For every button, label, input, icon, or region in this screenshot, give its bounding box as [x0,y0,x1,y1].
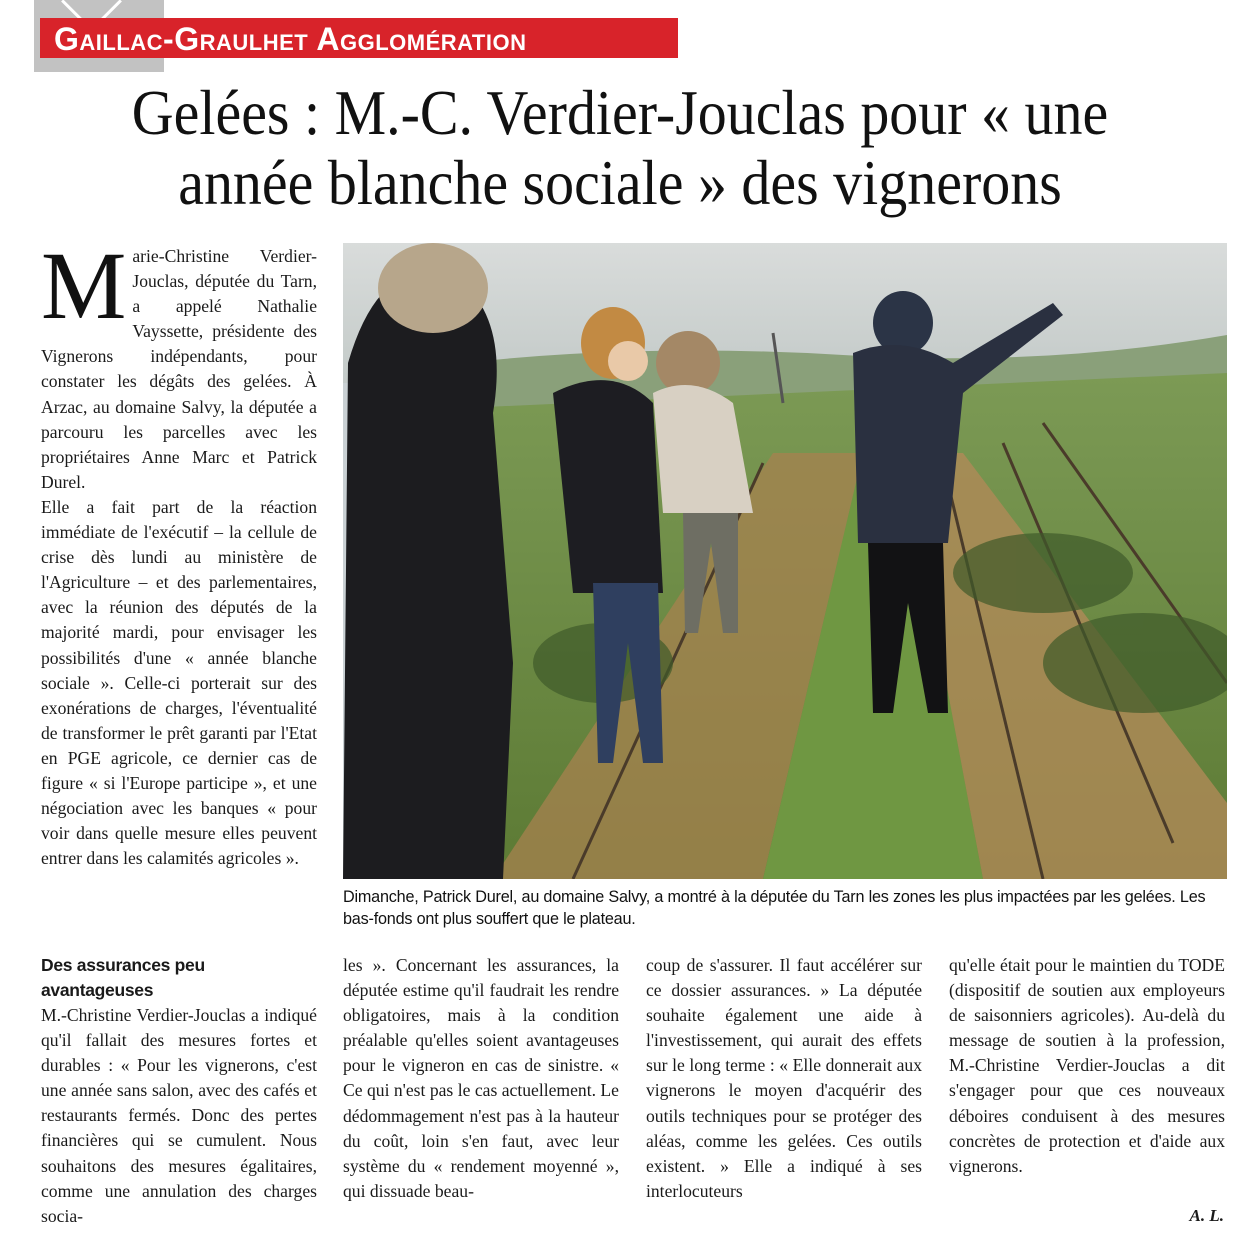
section-rubric: Gaillac-Graulhet Agglomération [54,21,527,57]
subhead: Des assurances peu avantageuses [41,955,205,1000]
section-text-2: les ». Concernant les assurances, la députée estime qu'il faudrait les rendre obligatoires, mais à la condition préalable qu'elles soient avantageuses pour le vigneron en cas de sinistre. « Ce qui n'est pas le cas actuellement. Le dédommagement n'est pas à la hauteur du coût, loin s'en faut, avec leur système du « rendement moyenné », qui dissuade beau- [343,955,619,1201]
drop-cap: M [41,232,127,339]
author-signature: A. L. [1189,1206,1224,1225]
photo-caption: Dimanche, Patrick Durel, au domaine Salvy, a montré à la députée du Tarn les zones les plus impactées par les gelées. Les bas-fonds ont plus souffert que le plateau. [343,888,1206,928]
section-text-1: M.-Christine Verdier-Jouclas a indiqué qu'il fallait des mesures fortes et durables : « Pour les vignerons, c'est une année sans salon, avec des cafés et restaurants fermés. Donc des pertes financières qui se cumulent. Nous souhaitons des mesures égalitaires, comme une annulation des charges socia- [41,1005,317,1226]
section-text-3: coup de s'assurer. Il faut accélérer sur ce dossier assurances. » La députée souhaite également une aide à l'investissement, qui aurait des effets sur le long terme : « Elle donnerait aux vignerons le moyen d'acquérir des outils techniques pour se protéger des aléas, comme les gelées. Ces outils existent. » Elle a indiqué à ses interlocuteurs [646,955,922,1201]
lead-paragraph-2: Elle a fait part de la réaction immédiate de l'exécutif – la cellule de crise dès lundi au ministère de l'Agriculture – et des parlementaires, avec la réunion des députés de la majorité mardi, pour envisager les possibilités d'une « année blanche sociale ». Celle-ci porterait sur des exonérations de charges, l'éventualité de transformer le prêt garanti par l'Etat en PGE agricole, ce dernier cas de figure « si l'Europe participe », et une négociation avec les banques « pour voir dans quelle mesure elles peuvent entrer dans les calamités agricoles ». [41,496,317,869]
article-photo [343,243,1227,879]
headline: Gelées : M.-C. Verdier-Jouclas pour « une année blanche sociale » des vignerons [131,78,1109,218]
lead-paragraph-1: arie-Christine Verdier-Jouclas, députée du Tarn, a appelé Nathalie Vayssette, présidente des Vignerons indépendants, pour constater les dégâts des gelées. À Arzac, au domaine Salvy, la députée a parcouru les parcelles avec les propriétaires Anne Marc et Patrick Durel. [41,246,317,492]
section-text-4: qu'elle était pour le maintien du TODE (dispositif de soutien aux employeurs de saisonniers agricoles). Au-delà du message de soutien à la profession, M.-Christine Verdier-Jouclas a dit s'engager pour que ces nouveaux déboires conduisent à des mesures concrètes de protection et d'aide aux vignerons. [949,955,1225,1176]
section-column-3 [646,953,922,1204]
lead-column [41,232,317,871]
section-column-2 [343,953,619,1204]
section-column-4 [949,953,1225,1179]
section-column-1 [41,953,317,1229]
